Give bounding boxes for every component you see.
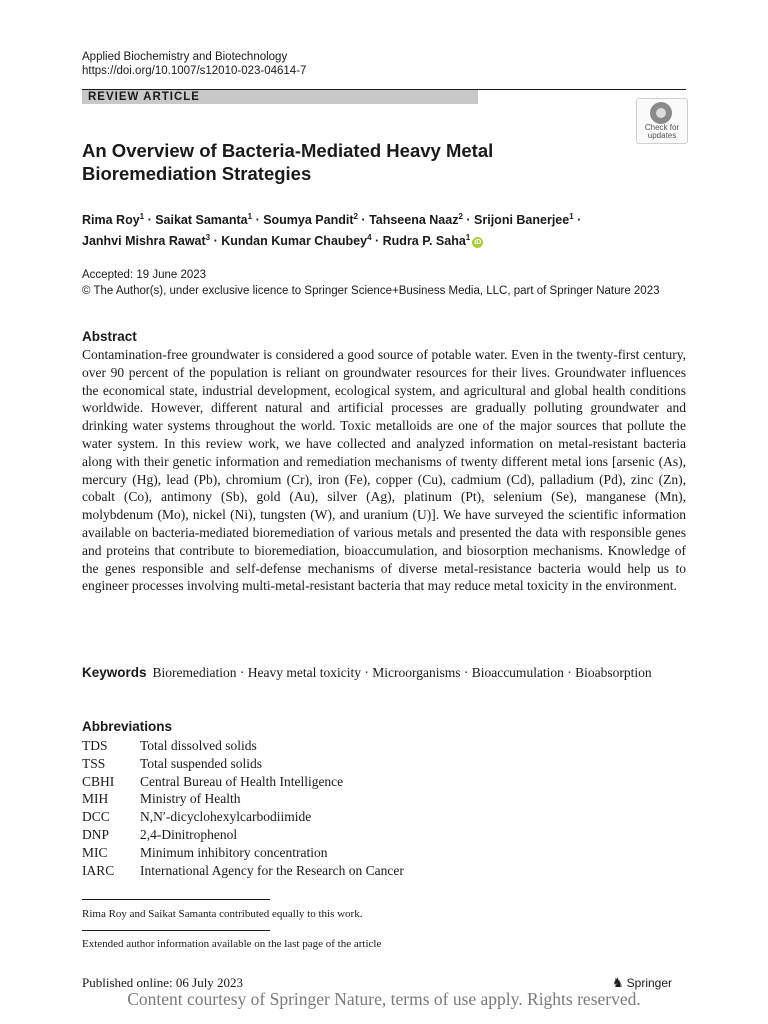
abbreviation-key: TSS [82,755,106,771]
check-for-updates-badge[interactable] [636,98,688,144]
author-affiliation: 1 [139,212,145,221]
abstract-text: Contamination-free groundwater is considered a good source of potable water. Even in the twenty-first century, over 90 percent of the population is reliant on groundwater resources for their lives. Groundwater influences the economical state, industrial development, ecological system, and agricultural and global health conditions worldwide. However, different natural and artificial processes are gradually polluting groundwater and drinking water systems throughout the world. Toxic metalloids are one of the major sources that pollute the water system. In this review work, we have collected and analyzed information on metal-resistant bacteria along with their genetic information and remediation mechanisms of twenty different metal ions [arsenic (As), mercury (Hg), lead (Pb), chromium (Cr), iron (Fe), copper (Cu), cadmium (Cd), palladium (Pd), zinc (Zn), cobalt (Co), antimony (Sb), gold (Au), silver (Ag), platinum (Pt), selenium (Se), manganese (Mn), molybdenum (Mo), nickel (Ni), tungsten (W), and uranium (U)]. We have surveyed the scientific information available on bacteria-mediated bioremediation of various metals and presented the data with responsible genes and proteins that contribute to bioremediation, bioaccumulation, and biosorption mechanisms. Knowledge of the genes responsible and self-defense mechanisms of diverse metal-resistance bacteria would help us to engineer processes involving multi-metal-resistant bacteria that may reduce metal toxicity in the environment. [82,347,686,594]
author-affiliation: 1 [247,212,253,221]
publication-info [82,267,692,299]
abbreviation-key: DNP [82,826,110,842]
abbreviation-value: Total suspended solids [140,755,263,771]
abbreviation-key: MIH [82,791,109,807]
author-name[interactable]: Kundan Kumar Chaubey [221,234,368,249]
courtesy-watermark: Content courtesy of Springer Nature, terms of use apply. Rights reserved. [127,989,641,1009]
author-name[interactable]: Saikat Samanta [155,213,248,228]
abbreviation-value: Minimum inhibitory concentration [140,844,328,860]
keywords-text: Bioremediation · Heavy metal toxicity · Microorganisms · Bioaccumulation · Bioabsorption [152,665,652,680]
author-name[interactable]: Janhvi Mishra Rawat [82,234,206,249]
title-line1: An Overview of Bacteria-Mediated Heavy Metal [82,140,494,161]
article-type-label: REVIEW ARTICLE [88,91,200,103]
keywords-section [82,664,686,682]
springer-horse-icon: ♞ [612,975,624,990]
publisher-name: Springer [626,976,673,990]
author-name[interactable]: Tahseena Naaz [369,213,459,228]
abbreviation-value: International Agency for the Research on Cancer [140,862,404,878]
abstract-heading: Abstract [82,329,137,344]
author-list: Rima Roy$^1$ · Saikat Samanta$^1$ · Soumya Pandit$^2$ · Tahseena Naaz$^2$ · Srijoni Banerjee$^1$ · Janhvi Mishra Rawat$^3$ · Kundan Kumar Chaubey$^4$ · Rudra P. Saha$^1$iD [82,212,582,249]
abbreviation-value: Ministry of Health [140,791,241,807]
abbreviation-key: DCC [82,809,110,825]
abbreviation-key: CBHI [82,773,115,789]
abbreviations-heading: Abbreviations [82,719,173,734]
title-line2: Bioremediation Strategies [82,163,312,184]
journal-name: Applied Biochemistry and Biotechnology [82,51,288,63]
abbreviation-row [82,790,404,808]
copyright-notice: © The Author(s), under exclusive licence to Springer Science+Business Media, LLC, part of Springer Nature 2023 [82,285,660,297]
author-name[interactable]: Srijoni Banerjee [474,213,570,228]
journal-header [82,50,306,78]
abbreviation-value: Total dissolved solids [140,738,257,753]
footnote-divider [82,930,270,931]
author-affiliation: 4 [367,233,372,243]
author-name[interactable]: Soumya Pandit [263,213,354,228]
article-title [82,139,622,185]
accepted-date: Accepted: 19 June 2023 [82,269,207,281]
keywords-heading: Keywords [82,665,147,680]
abbreviations-list [82,737,404,879]
footnote-equal-contribution: Rima Roy and Saikat Samanta contributed equally to this work. [82,908,363,920]
abbreviation-row [82,755,404,773]
abbreviation-row [82,808,404,826]
abbreviation-value: N,N′-dicyclohexylcarbodiimide [140,809,312,825]
author-affiliation: 1 [569,212,574,221]
check-updates-icon [650,102,672,124]
author-affiliation: 3 [205,233,211,243]
abbreviation-value: Central Bureau of Health Intelligence [140,773,344,789]
badge-line2: updates [647,131,677,140]
abbreviation-value: 2,4-Dinitrophenol [140,826,238,842]
published-online-date: Published online: 06 July 2023 [82,975,244,990]
article-type-bar [82,89,686,105]
orcid-icon[interactable]: iD [474,239,482,247]
abbreviation-row [82,773,404,791]
abbreviation-row [82,862,404,880]
abbreviation-key: TDS [82,738,108,753]
author-affiliation: 1 [465,233,471,243]
abbreviation-key: IARC [82,862,115,878]
abbreviation-row [82,737,404,755]
author-affiliation: 2 [353,212,358,221]
author-affiliation: 2 [458,212,463,221]
abbreviation-row [82,844,404,862]
doi-link[interactable]: https://doi.org/10.1007/s12010-023-04614-7 [82,65,307,77]
footnote-divider [82,899,270,900]
author-name[interactable]: Rima Roy [82,213,140,228]
footnote-extended-info: Extended author information available on the last page of the article [82,938,382,950]
author-name[interactable]: Rudra P. Saha [382,234,466,249]
abbreviation-row [82,826,404,844]
badge-line1: Check for [644,123,680,132]
abbreviation-key: MIC [82,844,108,860]
